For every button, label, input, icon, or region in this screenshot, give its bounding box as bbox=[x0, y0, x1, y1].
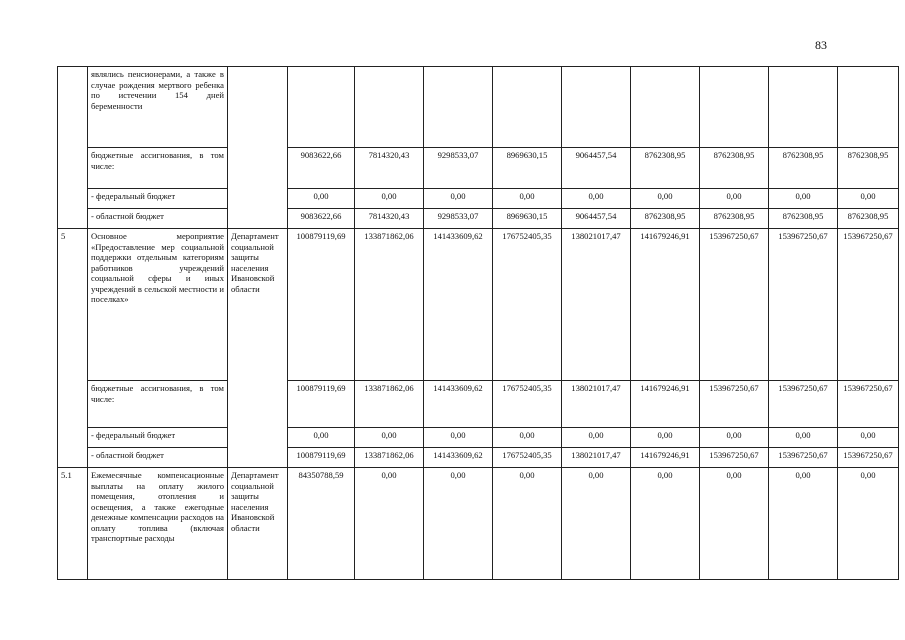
value-cell: 8762308,95 bbox=[838, 148, 899, 189]
budget-label: - федеральный бюджет bbox=[88, 189, 228, 209]
value-cell: 0,00 bbox=[424, 189, 493, 209]
value-cell: 153967250,67 bbox=[769, 381, 838, 428]
budget-label: бюджетные ассигнования, в том числе: bbox=[88, 148, 228, 189]
value-cell: 0,00 bbox=[769, 468, 838, 580]
value-cell: 100879119,69 bbox=[288, 229, 355, 381]
value-cell: 0,00 bbox=[700, 189, 769, 209]
budget-label: бюджетные ассигнования, в том числе: bbox=[88, 381, 228, 428]
value-cell: 0,00 bbox=[355, 189, 424, 209]
row-description: Ежемесячные компенсационные выплаты на оплату жилого помещения, отопления и освещения, а также ежегодные денежные компенсации расходов на оплату топлива (включая транспортные расходы bbox=[88, 468, 228, 580]
value-cell: 0,00 bbox=[424, 428, 493, 448]
value-cell: 141433609,62 bbox=[424, 448, 493, 468]
value-cell: 100879119,69 bbox=[288, 381, 355, 428]
value-cell: 0,00 bbox=[631, 468, 700, 580]
value-cell: 8969630,15 bbox=[493, 209, 562, 229]
value-cell: 8762308,95 bbox=[769, 148, 838, 189]
value-cell: 0,00 bbox=[838, 468, 899, 580]
value-cell: 9064457,54 bbox=[562, 148, 631, 189]
value-cell bbox=[424, 67, 493, 148]
row-number bbox=[58, 67, 88, 229]
value-cell: 141679246,91 bbox=[631, 448, 700, 468]
value-cell: 0,00 bbox=[562, 468, 631, 580]
value-cell bbox=[700, 67, 769, 148]
value-cell: 133871862,06 bbox=[355, 229, 424, 381]
value-cell: 7814320,43 bbox=[355, 148, 424, 189]
table-row bbox=[58, 381, 899, 428]
value-cell bbox=[355, 67, 424, 148]
row-department: Департамент социальной защиты населения Ивановской области bbox=[228, 468, 288, 580]
value-cell: 0,00 bbox=[631, 428, 700, 448]
value-cell: 0,00 bbox=[562, 428, 631, 448]
value-cell: 0,00 bbox=[493, 468, 562, 580]
value-cell: 0,00 bbox=[355, 428, 424, 448]
value-cell: 141679246,91 bbox=[631, 229, 700, 381]
value-cell: 153967250,67 bbox=[700, 229, 769, 381]
value-cell: 100879119,69 bbox=[288, 448, 355, 468]
budget-table bbox=[57, 66, 899, 580]
value-cell: 138021017,47 bbox=[562, 229, 631, 381]
value-cell: 141433609,62 bbox=[424, 229, 493, 381]
table-row bbox=[58, 448, 899, 468]
value-cell: 8762308,95 bbox=[700, 209, 769, 229]
value-cell: 9083622,66 bbox=[288, 209, 355, 229]
value-cell: 0,00 bbox=[493, 189, 562, 209]
value-cell: 133871862,06 bbox=[355, 448, 424, 468]
value-cell: 0,00 bbox=[288, 428, 355, 448]
table-row bbox=[58, 189, 899, 209]
value-cell: 0,00 bbox=[288, 189, 355, 209]
value-cell: 0,00 bbox=[631, 189, 700, 209]
value-cell: 0,00 bbox=[769, 189, 838, 209]
value-cell: 9298533,07 bbox=[424, 209, 493, 229]
value-cell bbox=[562, 67, 631, 148]
value-cell: 8762308,95 bbox=[631, 209, 700, 229]
table-row bbox=[58, 229, 899, 381]
page-number: 83 bbox=[815, 38, 827, 52]
value-cell: 153967250,67 bbox=[838, 448, 899, 468]
value-cell: 0,00 bbox=[769, 428, 838, 448]
value-cell: 141679246,91 bbox=[631, 381, 700, 428]
table-row bbox=[58, 148, 899, 189]
value-cell: 153967250,67 bbox=[769, 229, 838, 381]
value-cell: 0,00 bbox=[424, 468, 493, 580]
value-cell: 138021017,47 bbox=[562, 381, 631, 428]
value-cell bbox=[631, 67, 700, 148]
budget-label: - федеральный бюджет bbox=[88, 428, 228, 448]
value-cell: 153967250,67 bbox=[838, 381, 899, 428]
row-number: 5 bbox=[58, 229, 88, 468]
value-cell: 0,00 bbox=[700, 468, 769, 580]
row-description: являлись пенсионерами, а также в случае рождения мертвого ребенка по истечении 154 дней беременности bbox=[88, 67, 228, 148]
value-cell: 0,00 bbox=[700, 428, 769, 448]
value-cell: 8762308,95 bbox=[838, 209, 899, 229]
table-row bbox=[58, 67, 899, 148]
value-cell: 0,00 bbox=[838, 428, 899, 448]
value-cell: 153967250,67 bbox=[700, 448, 769, 468]
value-cell bbox=[288, 67, 355, 148]
row-department: Департамент социальной защиты населения Ивановской области bbox=[228, 229, 288, 468]
value-cell: 0,00 bbox=[838, 189, 899, 209]
value-cell: 8762308,95 bbox=[631, 148, 700, 189]
table-row bbox=[58, 468, 899, 580]
table-row bbox=[58, 428, 899, 448]
value-cell: 153967250,67 bbox=[838, 229, 899, 381]
budget-label: - областной бюджет bbox=[88, 448, 228, 468]
table-row bbox=[58, 209, 899, 229]
value-cell bbox=[493, 67, 562, 148]
value-cell: 141433609,62 bbox=[424, 381, 493, 428]
value-cell: 8762308,95 bbox=[700, 148, 769, 189]
value-cell bbox=[769, 67, 838, 148]
value-cell: 0,00 bbox=[493, 428, 562, 448]
value-cell: 176752405,35 bbox=[493, 448, 562, 468]
row-number: 5.1 bbox=[58, 468, 88, 580]
value-cell: 153967250,67 bbox=[700, 381, 769, 428]
value-cell: 8762308,95 bbox=[769, 209, 838, 229]
value-cell: 0,00 bbox=[355, 468, 424, 580]
row-description: Основное мероприятие «Предоставление мер социальной поддержки отдельным категориям работников учреждений социальной сферы и иных учреждений в сельской местности и поселках» bbox=[88, 229, 228, 381]
value-cell: 138021017,47 bbox=[562, 448, 631, 468]
row-department bbox=[228, 67, 288, 229]
value-cell bbox=[838, 67, 899, 148]
value-cell: 84350788,59 bbox=[288, 468, 355, 580]
value-cell: 9064457,54 bbox=[562, 209, 631, 229]
value-cell: 153967250,67 bbox=[769, 448, 838, 468]
value-cell: 8969630,15 bbox=[493, 148, 562, 189]
value-cell: 0,00 bbox=[562, 189, 631, 209]
budget-label: - областной бюджет bbox=[88, 209, 228, 229]
value-cell: 9083622,66 bbox=[288, 148, 355, 189]
value-cell: 9298533,07 bbox=[424, 148, 493, 189]
value-cell: 133871862,06 bbox=[355, 381, 424, 428]
value-cell: 176752405,35 bbox=[493, 381, 562, 428]
value-cell: 7814320,43 bbox=[355, 209, 424, 229]
value-cell: 176752405,35 bbox=[493, 229, 562, 381]
